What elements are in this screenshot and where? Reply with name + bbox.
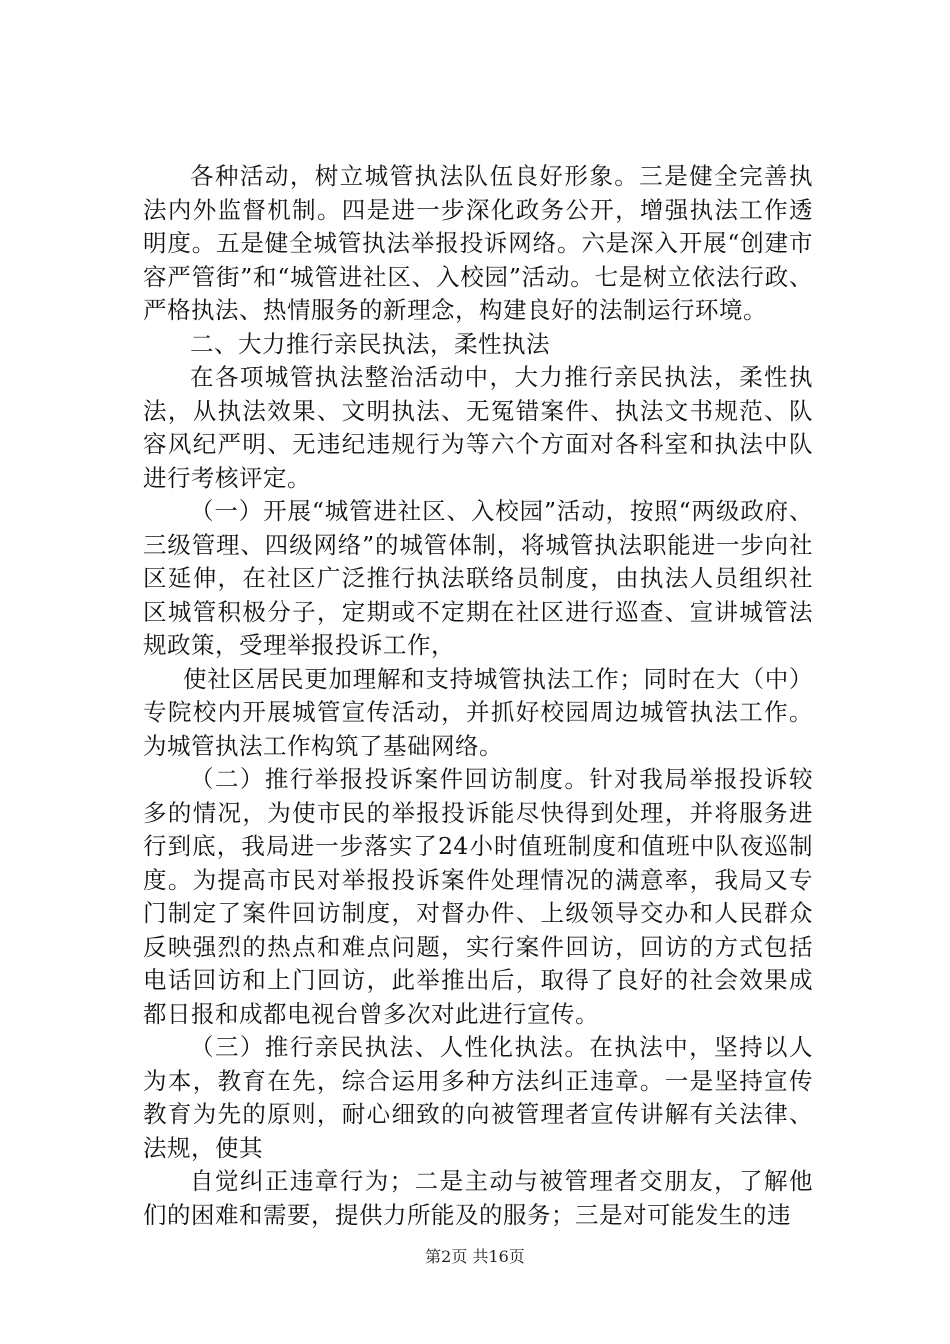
paragraph-item-2: （二）推行举报投诉案件回访制度。针对我局举报投诉较多的情况，为使市民的举报投诉能尽快得到处理，并将服务进行到底，我局进一步落实了24小时值班制度和值班中队夜巡制度。为提高市民对举报投诉案件处理情况的满意率，我局又专门制定了案件回访制度，对督办件、上级领导交办和人民群众反映强烈的热点和难点问题，实行案件回访，回访的方式包括电话回访和上门回访，此举推出后，取得了良好的社会效果成都日报和成都电视台曾多次对此进行宣传。: [143, 765, 813, 1028]
paragraph-item-1-continued: 使社区居民更加理解和支持城管执法工作；同时在大（中）专院校内开展城管宣传活动，并抓好校园周边城管执法工作。为城管执法工作构筑了基础网络。: [143, 664, 813, 760]
paragraph-item-3-continued: 自觉纠正违章行为；二是主动与被管理者交朋友，了解他们的困难和需要，提供力所能及的服务；三是对可能发生的违: [143, 1167, 813, 1229]
paragraph-assessment: 在各项城管执法整治活动中，大力推行亲民执法，柔性执法，从执法效果、文明执法、无冤错案件、执法文书规范、队容风纪严明、无违纪违规行为等六个方面对各科室和执法中队进行考核评定。: [143, 363, 813, 492]
paragraph-item-3: （三）推行亲民执法、人性化执法。在执法中，坚持以人为本，教育在先，综合运用多种方法纠正违章。一是坚持宣传教育为先的原则，耐心细致的向被管理者宣传讲解有关法律、法规，使其: [143, 1033, 813, 1162]
section-heading-2: 二、大力推行亲民执法，柔性执法: [190, 329, 550, 358]
page-footer: 第2页 共16页: [425, 1247, 525, 1266]
paragraph-item-1: （一）开展“城管进社区、入校园”活动，按照“两级政府、三级管理、四级网络”的城管体制，将城管执法职能进一步向社区延伸，在社区广泛推行执法联络员制度，由执法人员组织社区城管积极分子，定期或不定期在社区进行巡查、宣讲城管法规政策，受理举报投诉工作，: [143, 497, 813, 659]
document-body: [143, 160, 813, 1232]
paragraph-supervision-measures: 各种活动，树立城管执法队伍良好形象。三是健全完善执法内外监督机制。四是进一步深化政务公开，增强执法工作透明度。五是健全城管执法举报投诉网络。六是深入开展“创建市容严管街”和“城管进社区、入校园”活动。七是树立依法行政、严格执法、热情服务的新理念，构建良好的法制运行环境。: [143, 162, 813, 324]
